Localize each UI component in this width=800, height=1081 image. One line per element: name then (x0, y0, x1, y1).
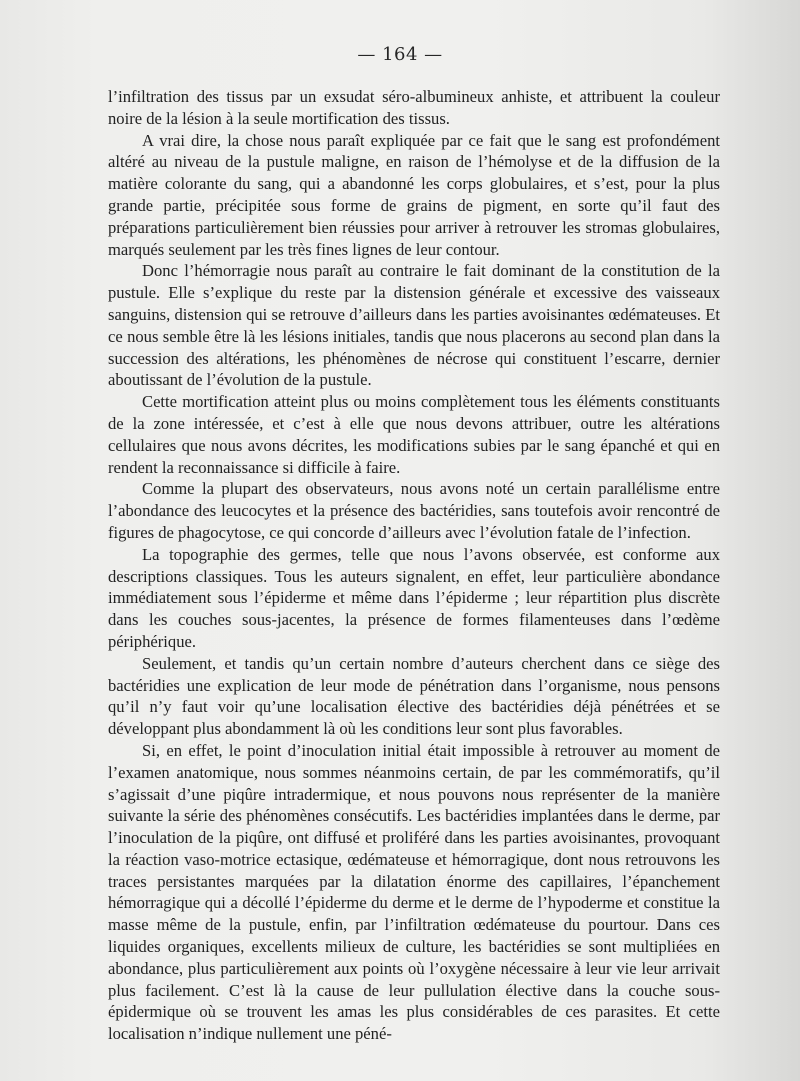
paragraph: Donc l’hémorragie nous paraît au contraire le fait dominant de la constitution de la pustule. Elle s’explique du reste par la distension générale et excessive des vaisseaux sanguins, distension qui se retrouve d’ailleurs dans les parties avoisinantes œdémateuses. Et ce nous semble être là les lésions initiales, tandis que nous placerons au second plan dans la succession des altérations, les phénomènes de nécrose qui constituent l’escarre, dernier aboutissant de l’évolution de la pustule. (108, 261, 720, 390)
paragraph: l’infiltration des tissus par un exsudat séro-albumineux anhiste, et attribuent la couleur noire de la lésion à la seule mortification des tissus. (108, 87, 720, 128)
paragraph: Seulement, et tandis qu’un certain nombre d’auteurs cherchent dans ce siège des bactéridies une explication de leur mode de pénétration dans l’organisme, nous pensons qu’il n’y faut voir qu’une localisation élective des bactéridies déjà pénétrées et se développant plus abondamment là où les conditions leur sont plus favorables. (108, 653, 720, 739)
body-text (108, 86, 720, 1045)
paragraph: Comme la plupart des observateurs, nous avons noté un certain parallélisme entre l’abondance des leucocytes et la présence des bactéridies, sans toutefois avoir rencontré de figures de phagocytose, ce qui concorde d’ailleurs avec l’évolution fatale de l’infection. (108, 479, 720, 542)
paragraph: La topographie des germes, telle que nous l’avons observée, est conforme aux descriptions classiques. Tous les auteurs signalent, en effet, leur particulière abondance immédiatement sous l’épiderme et même dans l’épiderme ; leur répartition plus discrète dans les couches sous-jacentes, la présence de formes filamenteuses dans l’œdème périphérique. (108, 544, 720, 651)
paragraph: A vrai dire, la chose nous paraît expliquée par ce fait que le sang est profondément altéré au niveau de la pustule maligne, en raison de l’hémolyse et de la diffusion de la matière colorante du sang, qui a abandonné les corps globulaires, et s’est, pour la plus grande partie, précipitée sous forme de grains de pigment, en sorte qu’il faut des préparations particulièrement bien réussies pour arriver à retrouver les stromas globulaires, marqués seulement par les très fines lignes de leur contour. (108, 130, 720, 259)
paragraph: Si, en effet, le point d’inoculation initial était impossible à retrouver au moment de l’examen anatomique, nous sommes néanmoins certain, de par les commémoratifs, qu’il s’agissait d’une piqûre intradermique, et nous pouvons nous représenter de la manière suivante la série des phénomènes consécutifs. Les bactéridies implantées dans le derme, par l’inoculation de la piqûre, ont diffusé et proliféré dans les parties avoisinantes, provoquant la réaction vaso-motrice ectasique, œdémateuse et hémorragique, dont nous retrouvons les traces persistantes marquées par la dilatation énorme des capillaires, l’épanchement hémorragique qui a décollé l’épiderme du derme et le derme de l’hypoderme et constitue la masse même de la pustule, enfin, par l’infiltration œdémateuse du pourtour. Dans ces liquides organiques, excellents milieux de culture, les bactéridies se sont multipliées en abondance, plus particulièrement aux points où l’oxygène nécessaire à leur vie leur arrivait plus facilement. C’est là la cause de leur pullulation élective dans la couche sous-épidermique où se trouvent les amas les plus considérables de ces parasites. Et cette localisation n’indique nullement une péné- (108, 740, 720, 1044)
page-number: — 164 — (357, 44, 443, 65)
paragraph: Cette mortification atteint plus ou moins complètement tous les éléments constituants de la zone intéressée, et c’est à elle que nous devons attribuer, outre les altérations cellulaires que nous avons décrites, les modifications subies par le sang épanché et qui en rendent la reconnaissance si difficile à faire. (108, 392, 720, 477)
